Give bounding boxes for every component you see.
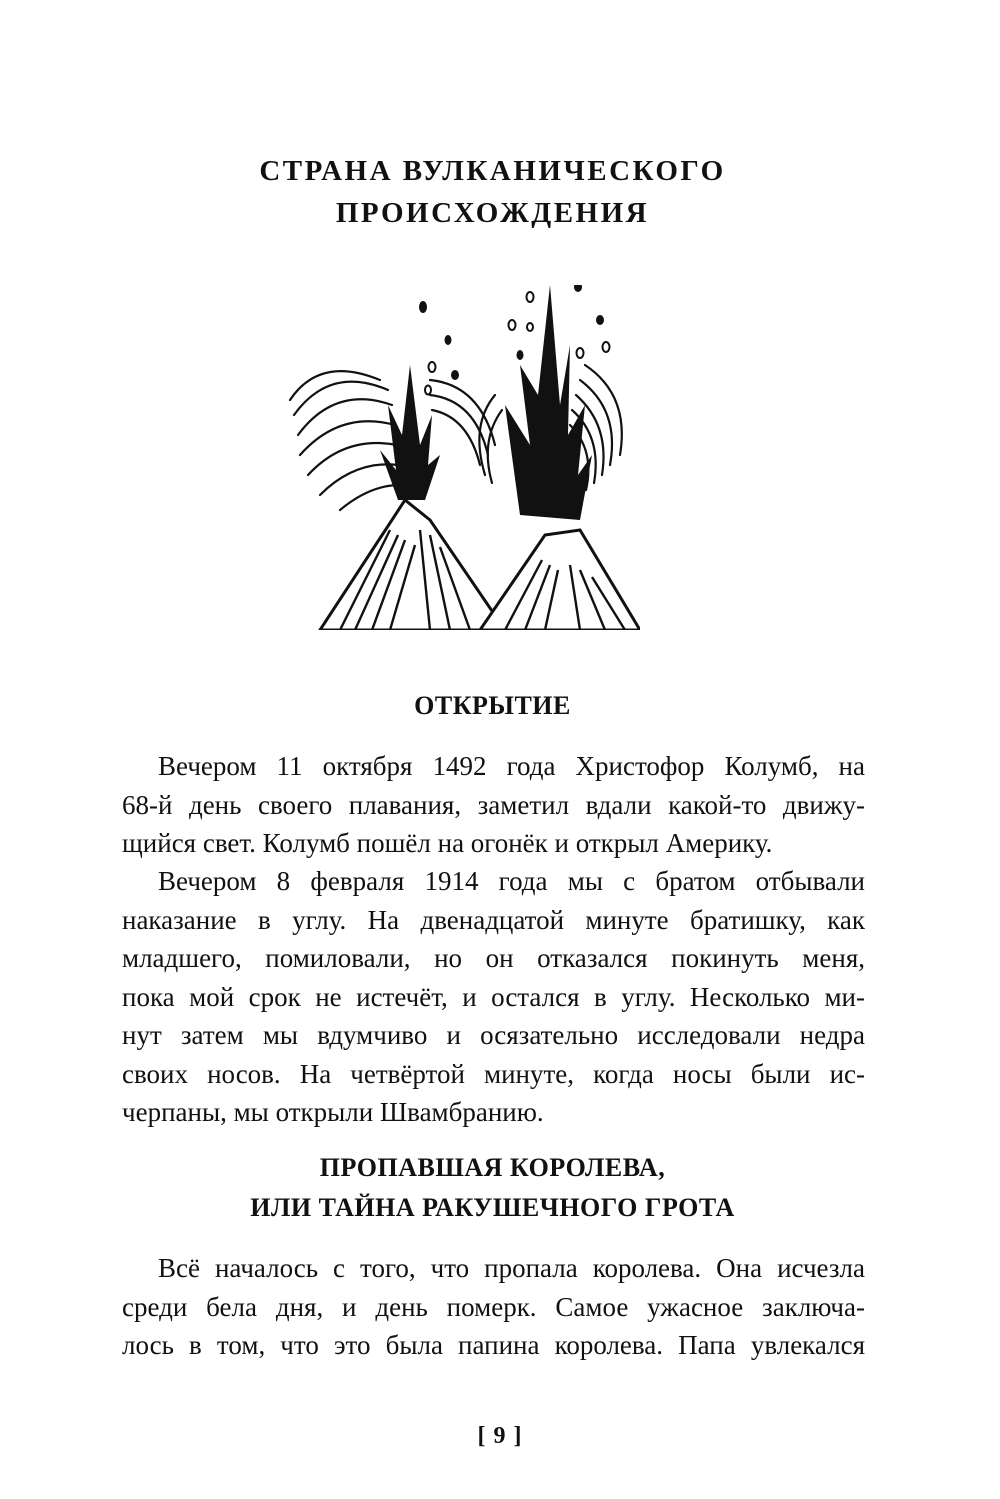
text-line: лось в том, что это была папина королева. Папа увлекался [122, 1330, 865, 1360]
text-line: среди бела дня, и день померк. Самое ужасное заключа- [122, 1291, 865, 1322]
text-line: Всё началось с того, что пропала королева. Она исчезла [158, 1253, 865, 1283]
paragraph-lost-queen [122, 1249, 865, 1365]
section-heading-discovery: ОТКРЫТИЕ [414, 691, 571, 720]
text-line: нут затем мы вдумчиво и осязательно исследовали недра [122, 1020, 865, 1050]
text-line: Вечером 8 февраля 1914 года мы с братом отбывали [158, 866, 865, 896]
text-line: черпаны, мы открыли Швамбранию. [122, 1097, 544, 1127]
chapter-title-line-1: СТРАНА ВУЛКАНИЧЕСКОГО [259, 155, 726, 187]
text-line: младшего, помиловали, но он отказался покинуть меня, [122, 943, 865, 973]
text-line: своих носов. На четвёртой минуте, когда носы были ис- [122, 1058, 865, 1089]
section-heading-line-2: ИЛИ ТАЙНА РАКУШЕЧНОГО ГРОТА [250, 1193, 735, 1222]
section-heading-lost-queen [120, 1148, 865, 1228]
text-line: пока мой срок не истечёт, и остался в углу. Несколько ми- [122, 981, 865, 1012]
text-line: Вечером 11 октября 1492 года Христофор Колумб, на [158, 751, 865, 781]
volcanoes-illustration-icon [280, 285, 640, 630]
page-number: [ 9 ] [477, 1423, 523, 1449]
paragraph-shvambrania [122, 862, 865, 1132]
chapter-title [120, 150, 865, 234]
text-line: 68-й день своего плавания, заметил вдали какой-то движу- [122, 789, 865, 820]
chapter-title-line-2: ПРОИСХОЖДЕНИЯ [335, 197, 650, 229]
text-line: наказание в углу. На двенадцатой минуте братишку, как [122, 904, 865, 935]
section-heading-line-1: ПРОПАВШАЯ КОРОЛЕВА, [319, 1153, 666, 1182]
paragraph-columbus [122, 747, 865, 863]
text-line: щийся свет. Колумб пошёл на огонёк и открыл Америку. [122, 828, 773, 858]
